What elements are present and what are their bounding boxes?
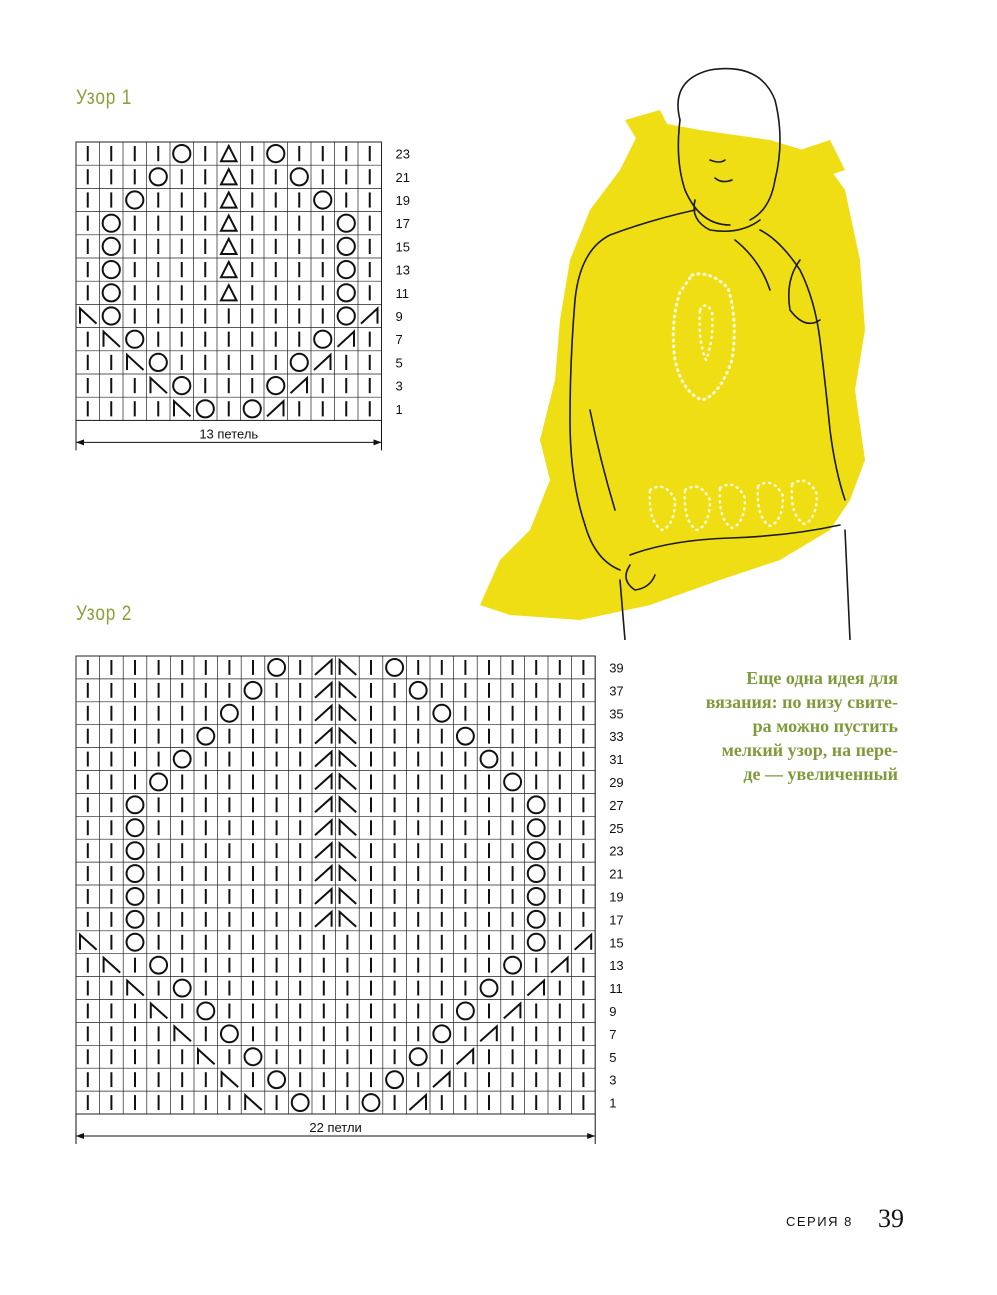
yarn-over-symbol [410,1048,427,1065]
yarn-over-symbol [127,819,144,836]
yarn-over-symbol [410,682,427,699]
yarn-over-symbol [127,865,144,882]
left-decrease-symbol [245,1095,262,1110]
row-number: 17 [395,216,410,232]
centered-double-decrease-symbol [221,192,237,207]
yarn-over-symbol [126,331,143,348]
right-decrease-symbol [315,706,332,721]
yarn-over-symbol [457,1003,474,1020]
yarn-over-symbol [528,865,545,882]
row-number: 39 [609,660,624,676]
yarn-over-symbol [363,1094,380,1111]
yarn-over-symbol [197,400,214,417]
row-number: 19 [609,889,624,905]
row-number: 7 [609,1026,617,1042]
caption-line: Еще одна идея для [746,668,898,688]
left-decrease-symbol [104,332,121,347]
left-decrease-symbol [340,660,357,675]
left-decrease-symbol [340,775,357,790]
yarn-over-symbol [338,284,355,301]
right-decrease-symbol [315,866,332,881]
caption-line: вязания: по низу свите- [705,692,898,712]
yarn-over-symbol [173,377,190,394]
row-number: 33 [609,729,624,745]
yarn-over-symbol [433,1025,450,1042]
yarn-over-symbol [150,774,167,791]
left-decrease-symbol [340,729,357,744]
yarn-over-symbol [126,191,143,208]
yarn-over-symbol [150,957,167,974]
left-decrease-symbol [340,866,357,881]
yarn-over-symbol [504,957,521,974]
yarn-over-symbol [267,145,284,162]
row-number: 21 [395,169,410,185]
caption-line: де — увеличенный [743,764,898,784]
left-decrease-symbol [340,820,357,835]
right-decrease-symbol [315,912,332,927]
row-number: 35 [609,706,624,722]
row-number: 27 [609,797,624,813]
row-number: 1 [609,1095,617,1111]
yarn-over-symbol [528,934,545,951]
arrow-left-icon [76,1133,84,1139]
right-decrease-symbol [315,843,332,858]
right-decrease-symbol [315,889,332,904]
yarn-over-symbol [481,751,498,768]
yarn-over-symbol [528,819,545,836]
yarn-over-symbol [314,191,331,208]
yarn-over-symbol [291,168,308,185]
right-decrease-symbol [575,935,592,950]
row-number: 7 [395,332,403,348]
yarn-over-symbol [244,400,261,417]
right-decrease-symbol [551,958,568,973]
yarn-over-symbol [504,774,521,791]
row-number: 3 [395,378,403,394]
arrow-left-icon [76,439,84,445]
pattern-2-chart [74,654,634,1164]
row-number: 15 [609,935,624,951]
row-number: 29 [609,774,624,790]
centered-double-decrease-symbol [221,216,237,231]
row-number: 13 [609,958,624,974]
left-decrease-symbol [151,1004,168,1019]
yarn-over-symbol [103,307,120,324]
left-decrease-symbol [198,1049,215,1064]
centered-double-decrease-symbol [221,239,237,254]
right-decrease-symbol [315,752,332,767]
yarn-over-symbol [127,911,144,928]
yarn-over-symbol [338,261,355,278]
left-decrease-symbol [174,1026,191,1041]
left-decrease-symbol [127,355,144,370]
left-decrease-symbol [104,958,121,973]
arrow-right-icon [587,1133,595,1139]
right-decrease-symbol [314,355,331,370]
yarn-over-symbol [174,751,191,768]
right-decrease-symbol [315,660,332,675]
row-number: 11 [609,981,623,997]
row-number: 17 [609,912,624,928]
yarn-over-symbol [221,705,238,722]
row-number: 23 [395,146,410,162]
right-decrease-symbol [527,981,544,996]
right-decrease-symbol [433,1072,450,1087]
centered-double-decrease-symbol [221,285,237,300]
yarn-over-symbol [127,796,144,813]
left-decrease-symbol [222,1072,239,1087]
arrow-right-icon [374,439,382,445]
row-number: 15 [395,239,410,255]
row-number: 1 [395,401,403,417]
caption-line: ра можно пустить [752,716,898,736]
centered-double-decrease-symbol [221,169,237,184]
row-number: 5 [609,1049,617,1065]
row-number: 9 [609,1003,617,1019]
yarn-over-symbol [291,354,308,371]
right-decrease-symbol [315,729,332,744]
yarn-over-symbol [103,238,120,255]
left-decrease-symbol [340,683,357,698]
yarn-over-symbol [386,659,403,676]
row-number: 3 [609,1072,617,1088]
right-decrease-symbol [291,378,308,393]
yarn-over-symbol [197,1003,214,1020]
right-decrease-symbol [315,797,332,812]
yarn-over-symbol [127,842,144,859]
yarn-over-symbol [528,888,545,905]
yarn-over-symbol [338,307,355,324]
caption-text [640,666,898,786]
yarn-over-symbol [268,1071,285,1088]
yarn-over-symbol [481,980,498,997]
left-decrease-symbol [340,706,357,721]
right-decrease-symbol [267,401,284,416]
yarn-over-symbol [267,377,284,394]
yarn-over-symbol [173,145,190,162]
right-decrease-symbol [480,1026,497,1041]
right-decrease-symbol [315,683,332,698]
yarn-over-symbol [103,215,120,232]
row-number: 5 [395,355,403,371]
yarn-over-symbol [150,168,167,185]
right-decrease-symbol [315,775,332,790]
yarn-over-symbol [245,1048,262,1065]
yarn-over-symbol [174,980,191,997]
yarn-over-symbol [528,911,545,928]
yarn-over-symbol [127,888,144,905]
row-number: 9 [395,309,403,324]
row-number: 25 [609,820,624,836]
sweater-illustration [470,60,870,640]
row-number: 31 [609,752,624,768]
yarn-over-symbol [103,261,120,278]
yarn-over-symbol [433,705,450,722]
left-decrease-symbol [174,401,191,416]
yarn-over-symbol [386,1071,403,1088]
left-decrease-symbol [127,981,144,996]
caption-line: мелкий узор, на пере- [721,740,898,760]
right-decrease-symbol [338,332,355,347]
pattern-1-title: Узор 1 [76,86,133,109]
right-decrease-symbol [504,1004,521,1019]
yarn-over-symbol [221,1025,238,1042]
left-decrease-symbol [340,889,357,904]
row-number: 13 [395,262,410,278]
pattern-1-chart [74,140,424,460]
yarn-over-symbol [127,934,144,951]
yarn-over-symbol [197,728,214,745]
row-number: 19 [395,193,410,208]
stitch-count-label: 13 петель [199,426,259,442]
row-number: 37 [609,683,624,699]
row-number: 23 [609,843,624,859]
series-label: СЕРИЯ 8 [786,1214,853,1229]
yarn-over-symbol [245,682,262,699]
yarn-over-symbol [528,842,545,859]
left-decrease-symbol [340,912,357,927]
centered-double-decrease-symbol [221,146,237,161]
right-decrease-symbol [409,1095,426,1110]
right-decrease-symbol [457,1049,474,1064]
pattern-2-title: Узор 2 [76,602,133,625]
yarn-over-symbol [338,238,355,255]
centered-double-decrease-symbol [221,262,237,277]
yarn-over-symbol [528,796,545,813]
row-number: 21 [609,866,624,882]
chart-grid [76,656,595,1114]
yarn-over-symbol [338,215,355,232]
stitch-count-label: 22 петли [309,1120,362,1135]
yarn-over-symbol [150,354,167,371]
yarn-over-symbol [457,728,474,745]
left-decrease-symbol [80,308,97,323]
yarn-over-symbol [103,284,120,301]
left-decrease-symbol [151,378,168,393]
right-decrease-symbol [315,820,332,835]
yarn-over-symbol [314,331,331,348]
left-decrease-symbol [80,935,97,950]
page-number: 39 [878,1204,904,1233]
row-number: 11 [395,285,409,301]
left-decrease-symbol [340,843,357,858]
right-decrease-symbol [361,308,378,323]
left-decrease-symbol [340,797,357,812]
yarn-over-symbol [292,1094,309,1111]
left-decrease-symbol [340,752,357,767]
yarn-over-symbol [268,659,285,676]
